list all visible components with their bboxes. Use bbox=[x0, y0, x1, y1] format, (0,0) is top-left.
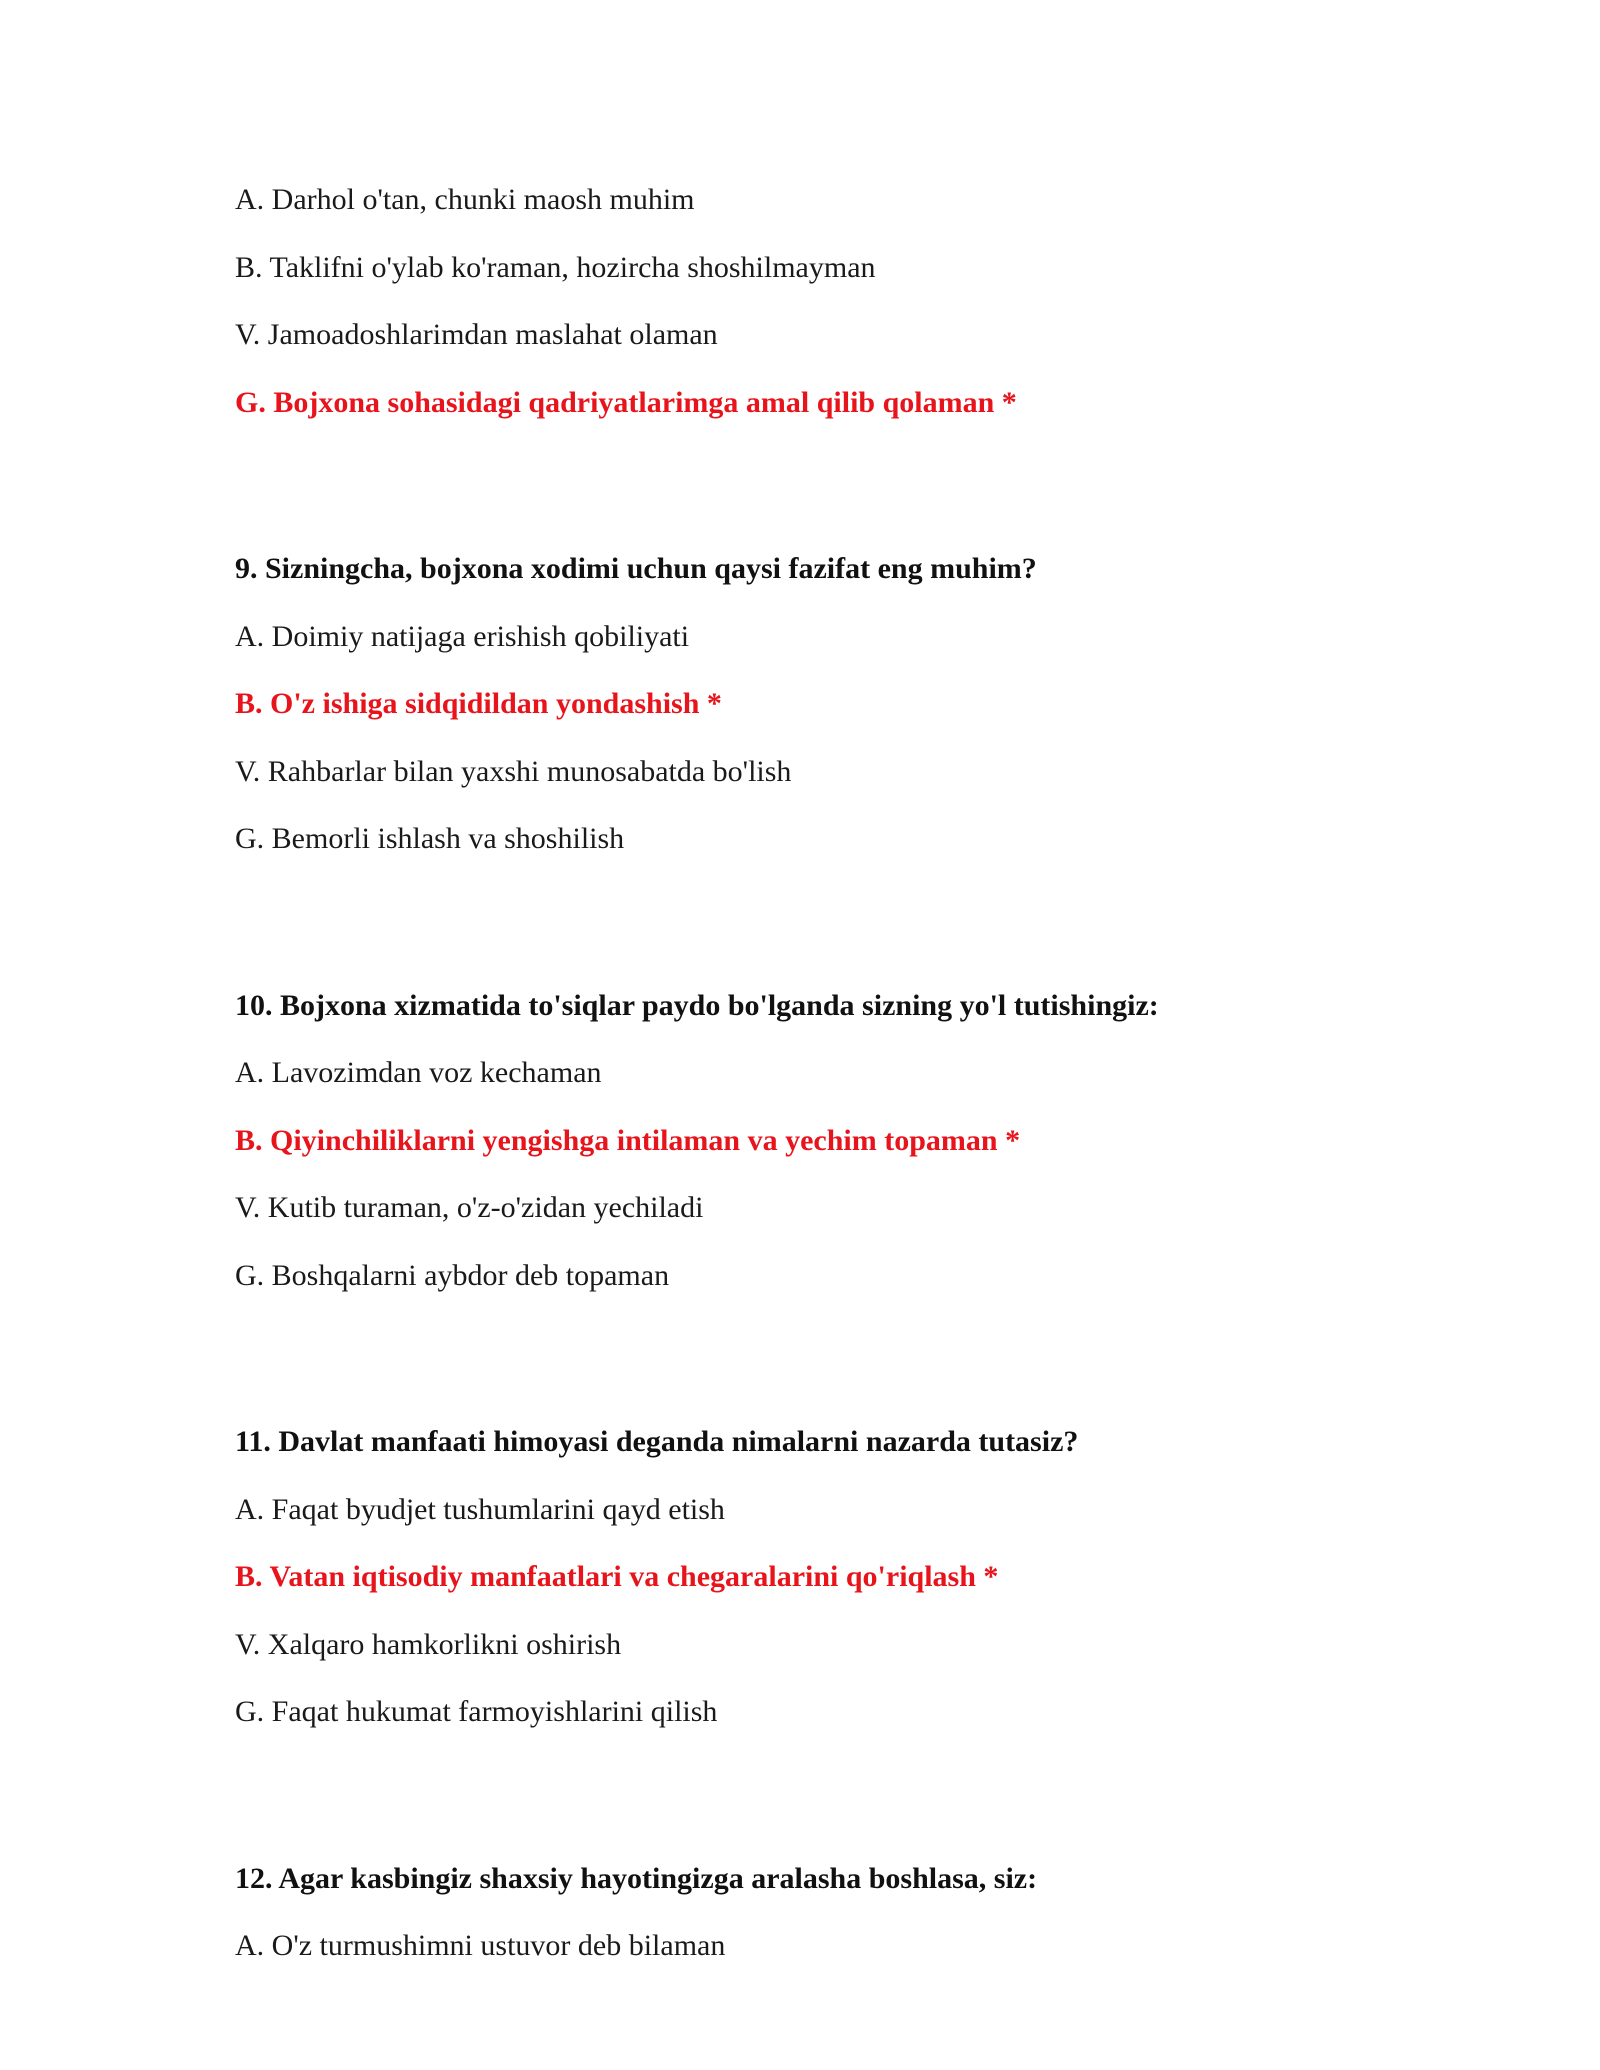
answer-option: V. Rahbarlar bilan yaxshi munosabatda bo'lish bbox=[235, 754, 792, 788]
question-heading: 9. Sizningcha, bojxona xodimi uchun qaysi fazifat eng muhim? bbox=[235, 552, 1037, 585]
question-block-8-continuation bbox=[235, 182, 1435, 421]
question-block-12 bbox=[235, 1861, 1435, 1965]
answer-option: A. Darhol o'tan, chunki maosh muhim bbox=[235, 183, 695, 216]
correct-answer-option: B. Qiyinchiliklarni yengishga intilaman va yechim topaman * bbox=[235, 1123, 1021, 1157]
question-heading: 11. Davlat manfaati himoyasi deganda nimalarni nazarda tutasiz? bbox=[235, 1425, 1079, 1458]
block-spacer bbox=[235, 1762, 1435, 1861]
correct-answer-option: B. O'z ishiga sidqidildan yondashish * bbox=[235, 687, 722, 720]
answer-option: V. Jamoadoshlarimdan maslahat olaman bbox=[235, 318, 718, 351]
block-spacer bbox=[235, 452, 1435, 551]
answer-option: A. Faqat byudjet tushumlarini qayd etish bbox=[235, 1492, 725, 1526]
answer-option: G. Bemorli ishlash va shoshilish bbox=[235, 822, 625, 855]
question-heading: 12. Agar kasbingiz shaxsiy hayotingizga aralasha boshlasa, siz: bbox=[235, 1861, 1038, 1895]
question-heading: 10. Bojxona xizmatida to'siqlar paydo bo'lganda sizning yo'l tutishingiz: bbox=[235, 988, 1159, 1022]
block-spacer bbox=[235, 889, 1435, 988]
correct-answer-option: G. Bojxona sohasidagi qadriyatlarimga amal qilib qolaman * bbox=[235, 385, 1017, 419]
answer-option: V. Xalqaro hamkorlikni oshirish bbox=[235, 1627, 622, 1661]
correct-answer-option: B. Vatan iqtisodiy manfaatlari va chegaralarini qo'riqlash * bbox=[235, 1560, 999, 1593]
question-block-9 bbox=[235, 551, 1435, 857]
answer-option: A. O'z turmushimni ustuvor deb bilaman bbox=[235, 1929, 726, 1962]
answer-option: A. Lavozimdan voz kechaman bbox=[235, 1056, 602, 1089]
answer-option: G. Faqat hukumat farmoyishlarini qilish bbox=[235, 1695, 718, 1728]
answer-option: G. Boshqalarni aybdor deb topaman bbox=[235, 1258, 670, 1292]
answer-option: B. Taklifni o'ylab ko'raman, hozircha shoshilmayman bbox=[235, 250, 876, 284]
question-block-11 bbox=[235, 1424, 1435, 1730]
question-block-10 bbox=[235, 988, 1435, 1294]
quiz-content bbox=[235, 182, 1435, 1996]
answer-option: V. Kutib turaman, o'z-o'zidan yechiladi bbox=[235, 1191, 704, 1224]
answer-option: A. Doimiy natijaga erishish qobiliyati bbox=[235, 619, 690, 653]
block-spacer bbox=[235, 1325, 1435, 1424]
